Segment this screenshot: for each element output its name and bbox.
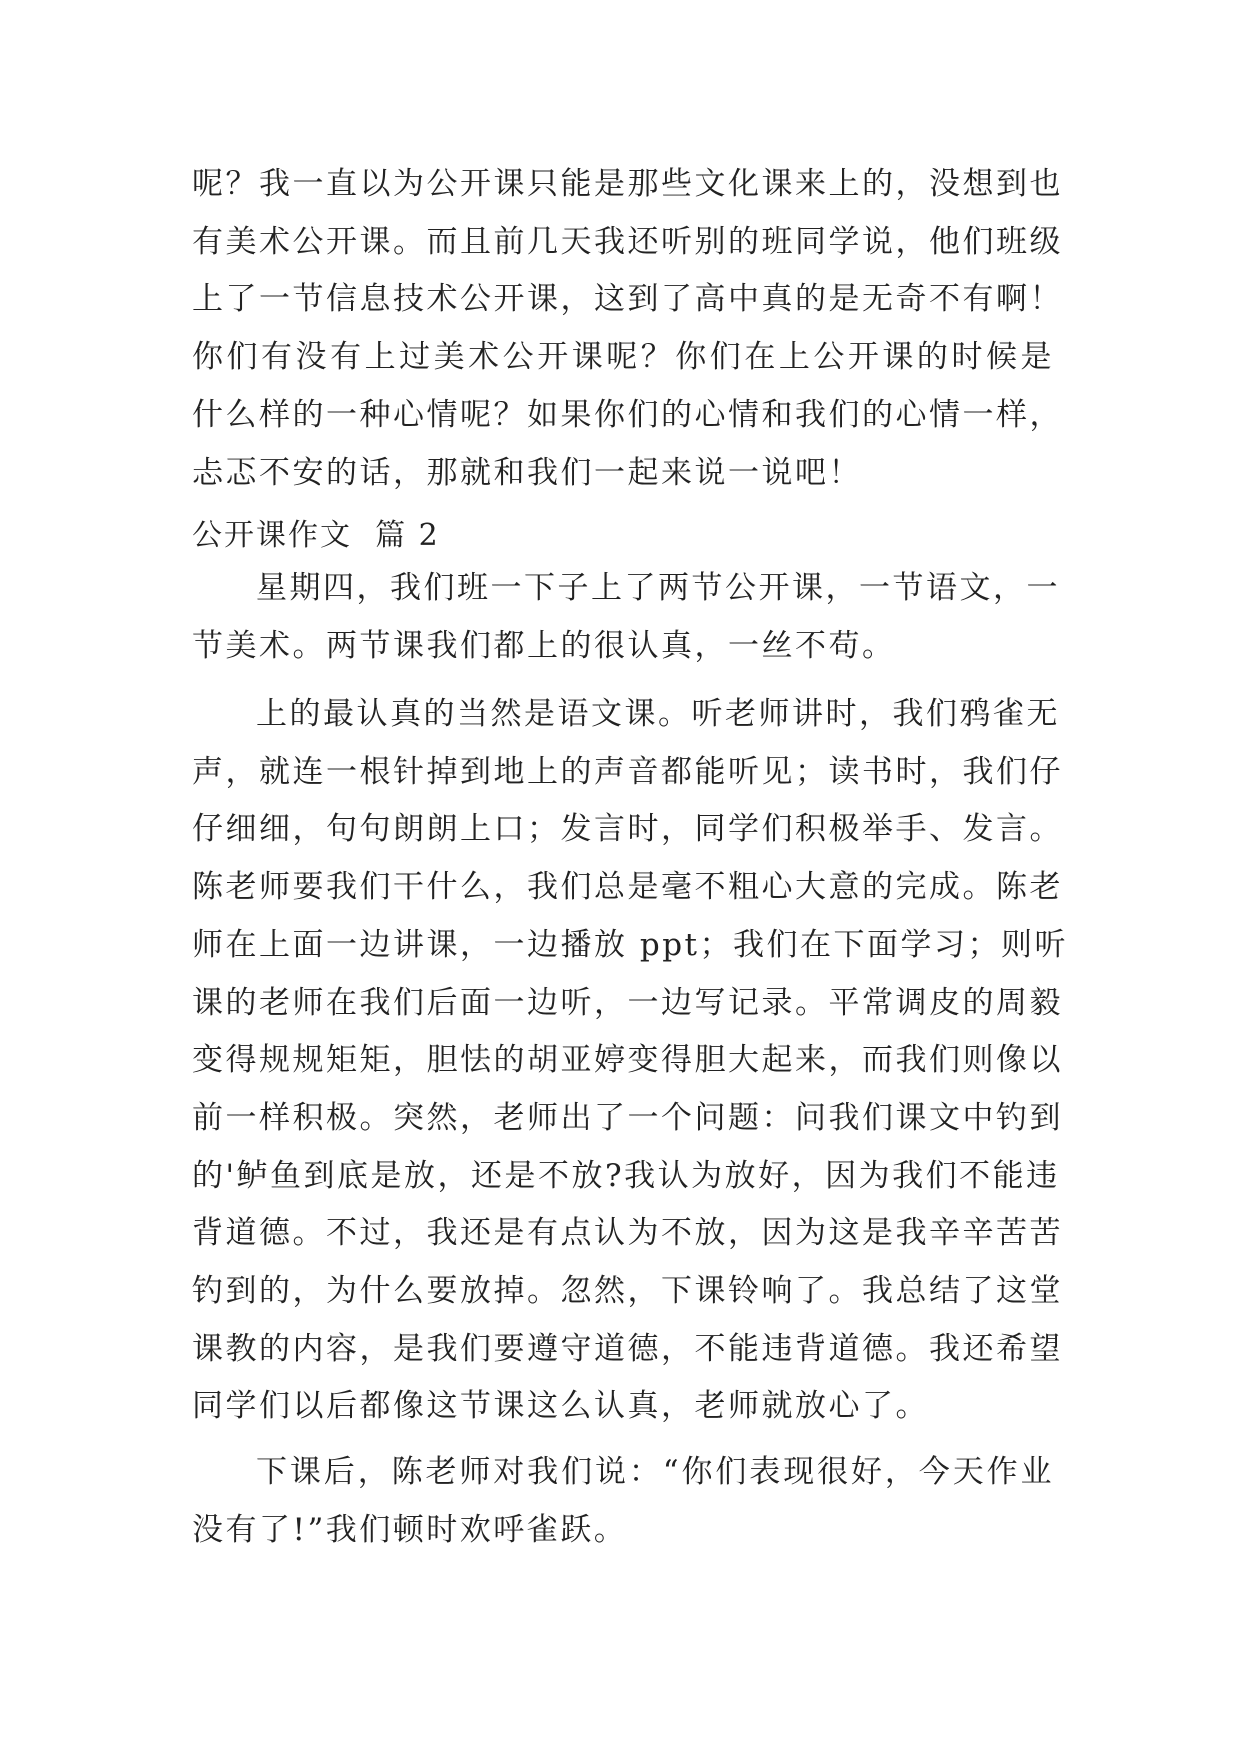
text-line: 星期四，我们班一下子上了两节公开课，一节语文，一 [256, 570, 1060, 606]
text-line: 下课后，陈老师对我们说：“你们表现很好，今天作业 [256, 1454, 1054, 1490]
text-line: 什么样的一种心情呢？如果你们的心情和我们的心情一样， [192, 396, 1063, 433]
text-line: 同学们以后都像这节课这么认真，老师就放心了。 [192, 1388, 929, 1425]
text-line: 的'鲈鱼到底是放，还是不放?我认为放好，因为我们不能违 [192, 1157, 1060, 1194]
text-line: 声，就连一根针掉到地上的声音都能听见；读书时，我们仔 [192, 753, 1063, 790]
text-line: 陈老师要我们干什么，我们总是毫不粗心大意的完成。陈老 [192, 869, 1063, 906]
section-heading: 公开课作文 篇 2 [192, 518, 440, 553]
text-line: 师在上面一边讲课，一边播放 ppt；我们在下面学习；则听 [192, 926, 1068, 963]
text-line: 仔细细，句句朗朗上口；发言时，同学们积极举手、发言。 [192, 811, 1063, 848]
text-line: 课教的内容，是我们要遵守道德，不能违背道德。我还希望 [192, 1330, 1063, 1367]
paragraph-2 [192, 686, 1068, 1436]
intro-paragraph [192, 156, 1063, 502]
text-line: 没有了!”我们顿时欢呼雀跃。 [192, 1511, 628, 1548]
text-line: 上的最认真的当然是语文课。听老师讲时，我们鸦雀无 [256, 696, 1060, 732]
text-line: 呢？我一直以为公开课只能是那些文化课来上的，没想到也 [192, 166, 1063, 202]
text-line: 背道德。不过，我还是有点认为不放，因为这是我辛辛苦苦 [192, 1215, 1063, 1252]
paragraph-3 [192, 1444, 1054, 1559]
text-line: 你们有没有上过美术公开课呢？你们在上公开课的时候是 [192, 339, 1054, 376]
text-line: 节美术。两节课我们都上的很认真，一丝不苟。 [192, 627, 896, 664]
text-line: 有美术公开课。而且前几天我还听别的班同学说，他们班级 [192, 223, 1063, 260]
paragraph-1 [192, 560, 1060, 675]
text-line: 钓到的，为什么要放掉。忽然，下课铃响了。我总结了这堂 [192, 1273, 1063, 1310]
text-line: 前一样积极。突然，老师出了一个问题：问我们课文中钓到 [192, 1099, 1063, 1136]
text-line: 课的老师在我们后面一边听，一边写记录。平常调皮的周毅 [192, 984, 1063, 1021]
text-line: 忐忑不安的话，那就和我们一起来说一说吧！ [192, 454, 862, 491]
text-line: 变得规规矩矩，胆怯的胡亚婷变得胆大起来，而我们则像以 [192, 1042, 1063, 1079]
text-line: 上了一节信息技术公开课，这到了高中真的是无奇不有啊！ [192, 281, 1063, 318]
